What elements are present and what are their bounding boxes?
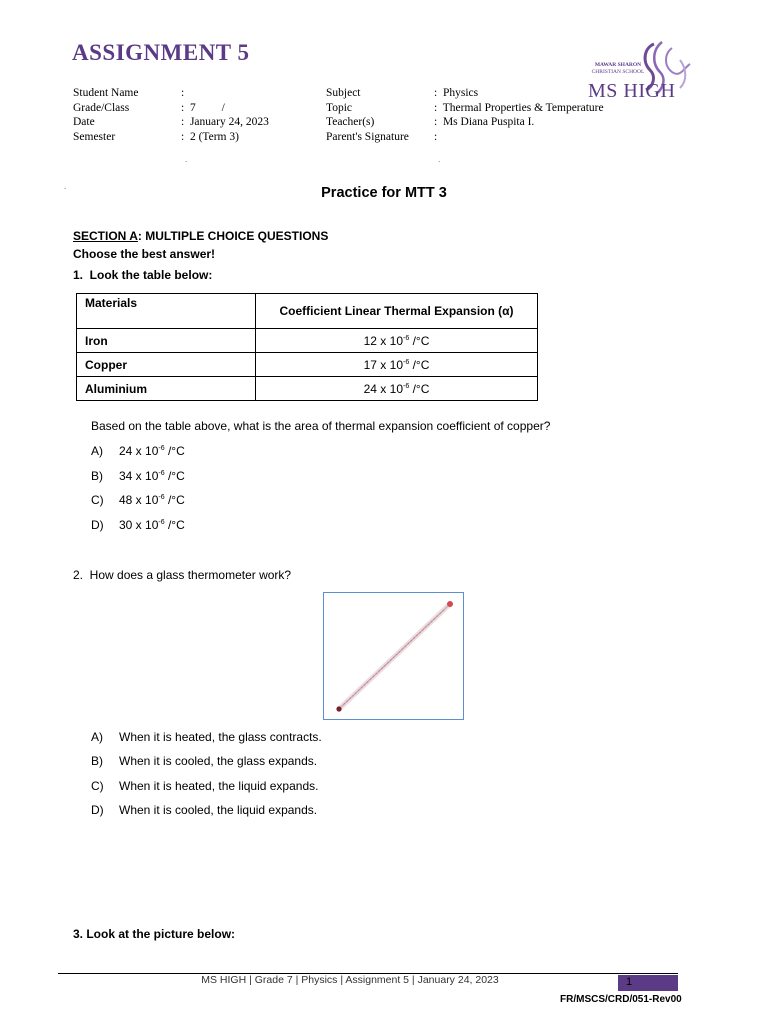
page-number: 1	[626, 976, 633, 988]
option-exp: -6	[158, 445, 165, 452]
field-value: :	[434, 130, 438, 143]
option-text: When it is heated, the liquid expands.	[119, 779, 319, 793]
header-materials: Materials	[77, 294, 256, 329]
instruction: Choose the best answer!	[73, 247, 216, 261]
q1-option-a[interactable]	[91, 444, 185, 458]
option-letter: D)	[91, 518, 104, 532]
material-cell: Copper	[77, 353, 256, 377]
coefficient-cell	[256, 377, 538, 401]
field-label: Teacher(s)	[326, 116, 375, 128]
field-value: : January 24, 2023	[181, 116, 269, 128]
section-heading	[73, 229, 328, 243]
logo-school-name	[588, 62, 648, 76]
option-letter: A)	[91, 730, 103, 744]
q1-option-b[interactable]	[91, 469, 185, 483]
assignment-title: ASSIGNMENT 5	[72, 40, 250, 65]
footer-text: MS HIGH | Grade 7 | Physics | Assignment 5 | January 24, 2023	[201, 974, 499, 986]
table-row	[77, 329, 538, 353]
option-text: When it is heated, the glass contracts.	[119, 730, 322, 744]
option-letter: B)	[91, 469, 103, 483]
thermometer-icon	[324, 593, 463, 719]
material-cell: Iron	[77, 329, 256, 353]
option-letter: C)	[91, 493, 104, 507]
question-3-prompt: 3. Look at the picture below:	[73, 927, 236, 941]
q2-option-b[interactable]	[91, 754, 317, 768]
field-label: Date	[73, 116, 95, 128]
option-unit: /°C	[164, 493, 185, 507]
option-letter: B)	[91, 754, 103, 768]
coef-base: 24 x 10	[363, 381, 403, 396]
logo-ms-high: MS HIGH	[588, 80, 676, 102]
document-id: FR/MSCS/CRD/051-Rev00	[560, 994, 682, 1005]
q2-option-d[interactable]	[91, 803, 317, 817]
option-letter: D)	[91, 803, 104, 817]
question-2-prompt: 2. How does a glass thermometer work?	[73, 568, 292, 582]
option-exp: -6	[158, 519, 165, 526]
field-value: : 2 (Term 3)	[181, 130, 239, 143]
coef-unit: /°C	[409, 357, 430, 372]
option-base: 34 x 10	[119, 469, 159, 483]
option-letter: A)	[91, 444, 103, 458]
coefficient-cell	[256, 353, 538, 377]
field-value: : Physics	[434, 87, 479, 99]
field-value: :	[181, 87, 185, 99]
field-label: Parent's Signature	[326, 130, 409, 143]
student-info-right	[326, 86, 604, 144]
field-label: Grade/Class	[73, 101, 130, 114]
table-row	[77, 353, 538, 377]
question-1-text: Based on the table above, what is the area of thermal expansion coefficient of copper?	[91, 419, 551, 433]
option-text: When it is cooled, the liquid expands.	[119, 803, 318, 817]
question-1-prompt: 1. Look the table below:	[73, 268, 213, 282]
coef-unit: /°C	[409, 333, 430, 348]
stray-mark: .	[185, 155, 188, 164]
field-value: : Ms Diana Puspita I.	[434, 116, 535, 128]
option-text: When it is cooled, the glass expands.	[119, 754, 318, 768]
coef-exp: -6	[403, 334, 410, 342]
student-info-left	[73, 86, 269, 144]
field-value: : Thermal Properties & Temperature	[434, 101, 604, 114]
field-label: Student Name	[73, 87, 139, 99]
field-label: Topic	[326, 101, 353, 114]
section-label: SECTION A	[73, 229, 138, 243]
option-exp: -6	[158, 494, 165, 501]
field-label: Semester	[73, 130, 116, 143]
q1-option-c[interactable]	[91, 493, 185, 507]
coef-base: 17 x 10	[363, 357, 403, 372]
coefficient-cell	[256, 329, 538, 353]
table-header-row	[77, 294, 538, 329]
stray-mark: .	[438, 155, 441, 164]
option-base: 30 x 10	[119, 518, 159, 532]
option-letter: C)	[91, 779, 104, 793]
option-base: 24 x 10	[119, 444, 159, 458]
logo-line2: CHRISTIAN SCHOOL	[591, 69, 645, 75]
material-cell: Aluminium	[77, 377, 256, 401]
coef-base: 12 x 10	[363, 333, 403, 348]
materials-table	[76, 293, 538, 401]
option-unit: /°C	[164, 444, 185, 458]
option-unit: /°C	[164, 469, 185, 483]
section-rest: : MULTIPLE CHOICE QUESTIONS	[137, 229, 329, 243]
coef-unit: /°C	[409, 381, 430, 396]
field-value: : 7 /	[181, 101, 225, 114]
field-label: Subject	[326, 87, 361, 99]
coef-exp: -6	[403, 382, 410, 390]
q2-option-a[interactable]	[91, 730, 322, 744]
q2-option-c[interactable]	[91, 779, 318, 793]
practice-title: Practice for MTT 3	[321, 185, 447, 201]
option-unit: /°C	[164, 518, 185, 532]
option-base: 48 x 10	[119, 493, 159, 507]
header-coefficient: Coefficient Linear Thermal Expansion (α)	[256, 294, 538, 329]
table-row	[77, 377, 538, 401]
option-exp: -6	[158, 470, 165, 477]
stray-mark: .	[64, 182, 67, 191]
q1-option-d[interactable]	[91, 518, 185, 532]
coef-exp: -6	[403, 358, 410, 366]
logo-line1: MAWAR SHARON	[594, 62, 642, 68]
thermometer-image	[323, 592, 464, 720]
